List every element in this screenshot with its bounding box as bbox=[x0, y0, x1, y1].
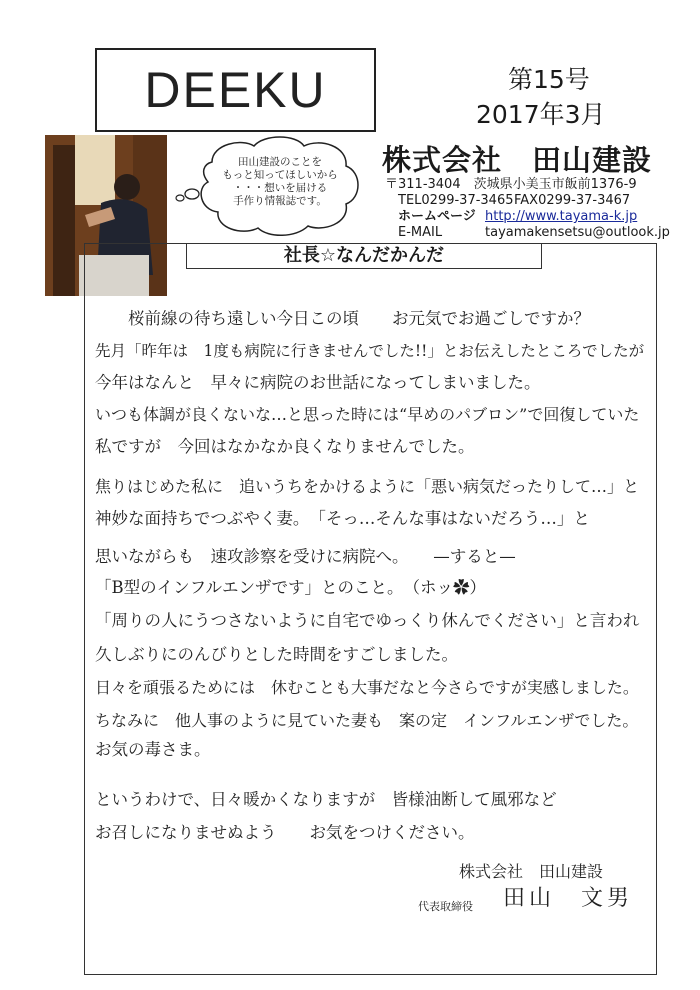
signature-company: 株式会社 田山建設 bbox=[459, 862, 604, 881]
column-line: ちなみに 他人事のように見ていた妻も 案の定 インフルエンザでした。 bbox=[95, 711, 639, 730]
column-line: というわけで、日々暖かくなりますが 皆様油断して風邪など bbox=[95, 790, 557, 809]
bubble-line: 田山建設のことを bbox=[238, 156, 322, 168]
column-line: お気の毒さま。 bbox=[95, 740, 211, 759]
bubble-line: ・・・想いを届ける bbox=[232, 182, 328, 194]
email-address[interactable]: tayamakensetsu@outlook.jp bbox=[485, 225, 670, 240]
tel: TEL0299-37-3465 bbox=[398, 193, 514, 208]
column-line: 「B型のインフルエンザです」とのこと。 （ホッ✿） bbox=[95, 578, 486, 597]
column-line: 桜前線の待ち遠しい今日この頃 お元気でお過ごしですか？ bbox=[128, 309, 590, 328]
column-line: 私ですが 今回はなかなか良くなりませんでした。 bbox=[95, 437, 475, 456]
signature-name: 田山 文男 bbox=[503, 886, 634, 911]
email-label: E-MAIL bbox=[398, 225, 443, 240]
column-line: 今年はなんと 早々に病院のお世話になってしまいました。 bbox=[95, 373, 541, 392]
column-line: 焦りはじめた私に 追いうちをかけるように「悪い病気だったりして…」と bbox=[95, 477, 640, 496]
column-heading: 社長☆なんだかんだ bbox=[186, 243, 542, 269]
homepage-link[interactable]: http://www.tayama-k.jp bbox=[485, 209, 638, 224]
signature-role: 代表取締役 bbox=[418, 900, 473, 913]
column-line: 久しぶりにのんびりとした時間をすごしました。 bbox=[95, 645, 458, 664]
column-line: 日々を頑張るためには 休むことも大事だなと今さらですが実感しました。 bbox=[95, 678, 639, 697]
column-line: お召しになりませぬよう お気をつけください。 bbox=[95, 823, 475, 842]
column-line: いつも体調が良くないな…と思った時には“早めのパブロン”で回復していた bbox=[95, 405, 640, 424]
company-name: 株式会社 田山建設 bbox=[382, 143, 653, 177]
issue-date: 2017年3月 bbox=[476, 100, 606, 129]
homepage-label: ホームページ bbox=[398, 209, 476, 224]
bubble-line: 手作り情報誌です。 bbox=[233, 195, 327, 207]
column-line: 神妙な面持ちでつぶやく妻。 「そっ…そんな事はないだろう…」と bbox=[95, 509, 590, 528]
address: 〒311-3404 茨城県小美玉市飯前1376-9 bbox=[385, 177, 637, 192]
issue-number: 第15号 bbox=[508, 65, 590, 94]
bubble-line: もっと知ってほしいから bbox=[222, 169, 338, 181]
newsletter-title: DEEKU bbox=[144, 62, 327, 118]
column-line: 「周りの人にうつさないように自宅でゆっくり休んでください」と言われ bbox=[95, 611, 640, 630]
fax: FAX0299-37-3467 bbox=[514, 193, 631, 208]
column-line: 思いながらも 速攻診察を受けに病院へ。 —すると— bbox=[95, 547, 516, 566]
column-line: 先月「昨年は 1度も病院に行きませんでした!!」とお伝えしたところでしたが bbox=[95, 342, 645, 360]
